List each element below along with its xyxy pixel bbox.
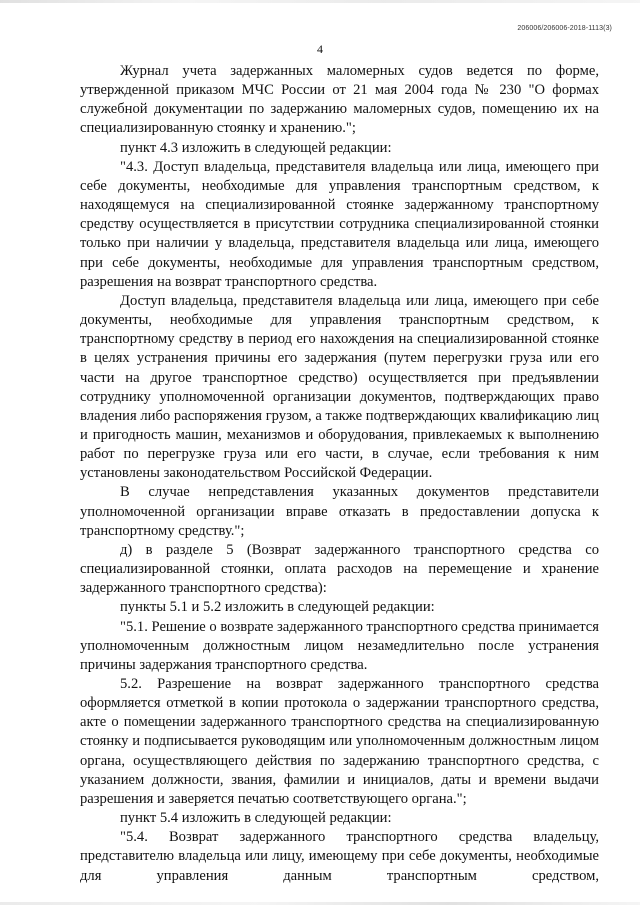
paragraph-journal: Журнал учета задержанных маломерных судов ведется по форме, утвержденной приказом МЧС России от 21 мая 2004 года № 230 "О формах служебной документации по задержанию маломерных судов, помещению их на специализированную стоянку и хранению."; (80, 63, 599, 137)
document-id: 206006/206006-2018-1113(3) (517, 25, 612, 32)
paragraph-clause-5-4: "5.4. Возврат задержанного транспортного средства владельцу, представителю владельца или лицу, имеющему при себе документы, необходимые для управления данным транспортным средством, (80, 829, 599, 884)
document-body (80, 62, 599, 886)
paragraph-refusal: В случае непредставления указанных документов представители уполномоченной организации вправе отказать в предоставлении допуска к транспортному средству."; (80, 484, 599, 539)
page-number: 4 (317, 42, 323, 56)
scan-edge-top (0, 0, 640, 3)
paragraph-clause-4-3: "4.3. Доступ владельца, представителя владельца или лица, имеющего при себе документы, необходимые для управления транспортным средством, к находящемуся на специализированной стоянке задержанному транспортному средству осуществляется в присутствии сотрудника специализированной стоянки только при наличии у владельца, представителя владельца или лица, имеющего при себе документы, необходимые для управления транспортным средством, разрешения на возврат транспортного средства. (80, 158, 599, 290)
paragraph-clauses-5-1-5-2-intro: пункты 5.1 и 5.2 изложить в следующей редакции: (120, 599, 435, 616)
paragraph-clause-5-4-intro: пункт 5.4 изложить в следующей редакции: (120, 810, 392, 827)
paragraph-access: Доступ владельца, представителя владельца или лица, имеющего при себе документы, необходимые для управления транспортным средством, к транспортному средству в период его нахождения на специализированной стоянке в целях устранения причины его задержания (путем перегрузки груза или его части на другое транспортное средство) осуществляется при предъявлении сотруднику уполномоченной организации документов, подтверждающих право владения либо распоряжения грузом, а также подтверждающих квалификацию лиц и пригодность машин, механизмов и оборудования, привлекаемых к выполнению работ по перегрузке груза или его части, в случае, если требования к ним установлены законодательством Российской Федерации. (80, 292, 599, 482)
paragraph-clause-5-2: 5.2. Разрешение на возврат задержанного транспортного средства оформляется отметкой в копии протокола о задержании транспортного средства, акте о помещении задержанного транспортного средства на специализированную стоянку и подписывается руководящим или уполномоченным должностным лицом органа, осуществляющего действия по задержанию транспортного средства, с указанием должности, звания, фамилии и инициалов, даты и времени выдачи разрешения и заверяется печатью соответствующего органа."; (80, 676, 599, 807)
paragraph-section-5: д) в разделе 5 (Возврат задержанного транспортного средства со специализированной стоянки, оплата расходов на перемещение и хранение задержанного транспортного средства): (80, 541, 599, 597)
paragraph-clause-5-1: "5.1. Решение о возврате задержанного транспортного средства принимается уполномоченным должностным лицом незамедлительно после устранения причины задержания транспортного средства. (80, 618, 599, 673)
paragraph-clause-4-3-intro: пункт 4.3 изложить в следующей редакции: (120, 139, 392, 156)
